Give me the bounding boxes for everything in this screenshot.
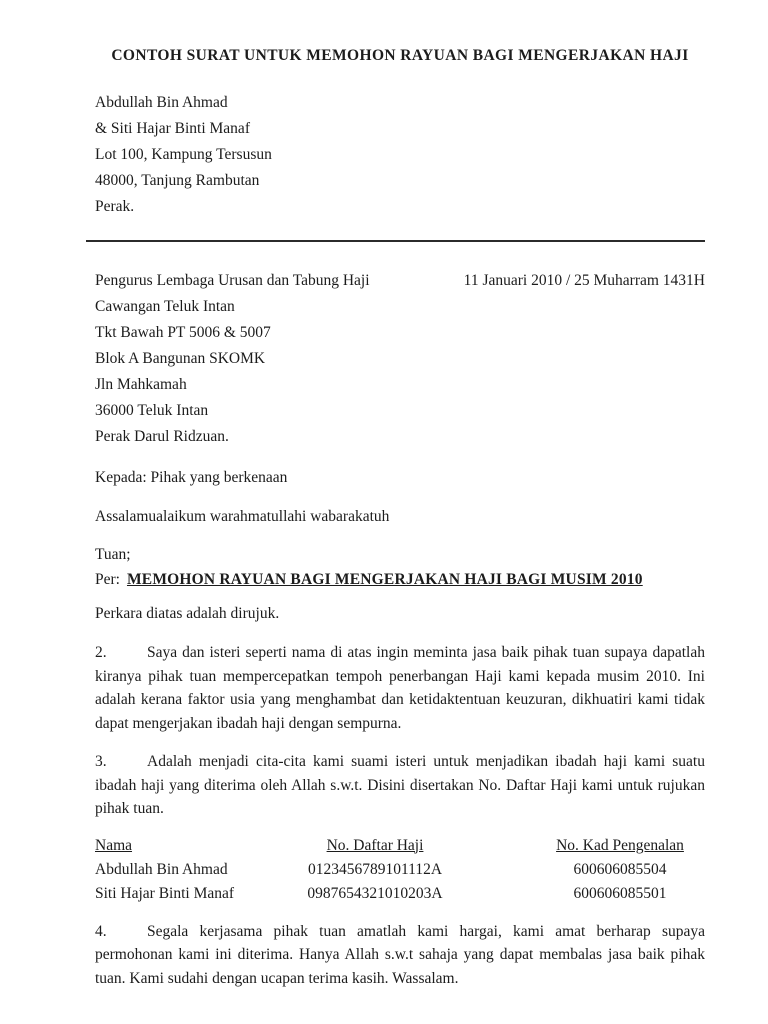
haji-registration-table [95, 834, 705, 906]
table-cell-name: Abdullah Bin Ahmad [95, 860, 228, 878]
table-header-nama: Nama [95, 836, 133, 854]
recipient-first-row [95, 268, 705, 294]
sender-line: Abdullah Bin Ahmad [95, 94, 228, 111]
subject-text: MEMOHON RAYUAN BAGI MENGERJAKAN HAJI BAGI MUSIM 2010 [126, 571, 643, 588]
paragraph-text: Segala kerjasama pihak tuan amatlah kami hargai, kami amat berharap supaya permohonan kami ini diterima. Hanya Allah s.w.t sahaja yang dapat membalas jasa baik pihak tuan. Kami sudahi dengan ucapan terima kasih. Wassalam. [95, 922, 705, 987]
sender-line: 48000, Tanjung Rambutan [95, 172, 260, 189]
recipient-line: Perak Darul Ridzuan. [95, 428, 229, 445]
paragraph-text: Adalah menjadi cita-cita kami suami isteri untuk menjadikan ibadah haji kami suatu ibadah haji yang diterima oleh Allah s.w.t. Disini disertakan No. Daftar Haji kami untuk rujukan pihak tuan. [95, 753, 705, 817]
paragraph-number: 2. [95, 644, 107, 661]
table-cell-daftar-haji: 0123456789101112A [307, 860, 443, 878]
paragraph-number: 3. [95, 753, 107, 770]
recipient-line: Tkt Bawah PT 5006 & 5007 [95, 324, 271, 341]
tuan-line: Tuan; [95, 546, 131, 563]
table-header-no-daftar-haji: No. Daftar Haji [326, 836, 424, 854]
greeting-line: Assalamualaikum warahmatullahi wabarakatuh [95, 508, 390, 525]
sender-line: & Siti Hajar Binti Manaf [95, 120, 250, 137]
recipient-line: Cawangan Teluk Intan [95, 298, 235, 315]
horizontal-divider [86, 240, 705, 242]
paragraph-4 [95, 920, 705, 991]
paragraph-2 [95, 641, 705, 735]
paragraph-3 [95, 750, 705, 821]
paragraph-number: 4. [95, 922, 107, 940]
table-cell-kad-pengenalan: 600606085501 [573, 884, 667, 902]
sender-address-block [95, 90, 705, 220]
page-title: CONTOH SURAT UNTUK MEMOHON RAYUAN BAGI MENGERJAKAN HAJI [111, 47, 689, 64]
table-cell-kad-pengenalan: 600606085504 [573, 860, 667, 878]
paragraph-text: Saya dan isteri seperti nama di atas ingin meminta jasa baik pihak tuan supaya dapatlah kiranya pihak tuan mempercepatkan tempoh penerbangan Haji kami kepada musim 2010. Ini adalah kerana faktor usia yang menghambat dan ketidaktentuan keuzuran, dikhuatiri kami tidak dapat mengerjakan ibadah haji dengan sempurna. [95, 644, 705, 732]
sender-line: Lot 100, Kampung Tersusun [95, 146, 272, 163]
letter-date: 11 Januari 2010 / 25 Muharram 1431H [463, 272, 705, 289]
table-cell-name: Siti Hajar Binti Manaf [95, 884, 235, 902]
recipient-address-block [95, 294, 705, 450]
per-label: Per: [95, 571, 120, 588]
reference-line: Perkara diatas adalah dirujuk. [95, 605, 280, 622]
recipient-line: Pengurus Lembaga Urusan dan Tabung Haji [95, 272, 370, 289]
recipient-line: Jln Mahkamah [95, 376, 187, 393]
sender-line: Perak. [95, 198, 135, 215]
recipient-section [95, 268, 705, 450]
recipient-line: 36000 Teluk Intan [95, 402, 209, 419]
recipient-line: Blok A Bangunan SKOMK [95, 350, 266, 367]
table-cell-daftar-haji: 0987654321010203A [307, 884, 443, 902]
kepada-line: Kepada: Pihak yang berkenaan [95, 469, 288, 486]
subject-line [95, 567, 705, 592]
table-header-no-kad-pengenalan: No. Kad Pengenalan [556, 836, 684, 854]
